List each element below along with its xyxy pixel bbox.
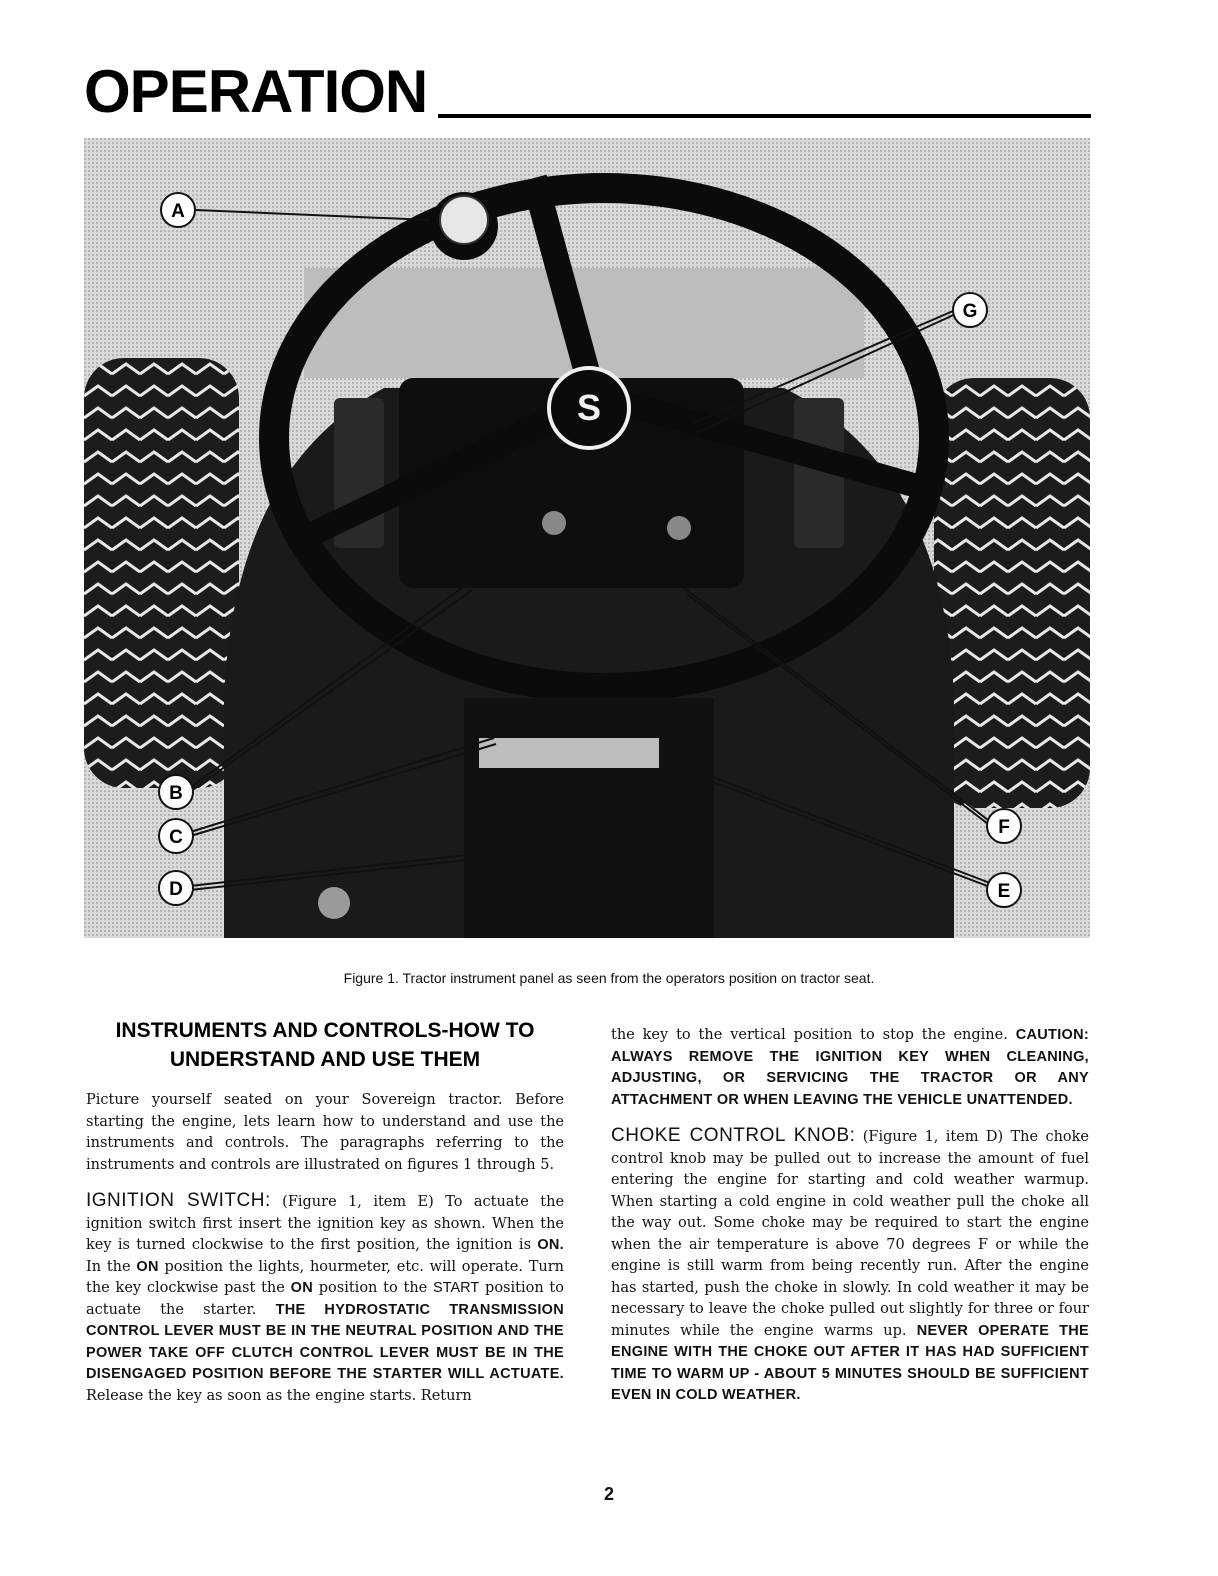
callout-d: [159, 871, 193, 905]
ignition-title: IGNITION SWITCH:: [86, 1190, 271, 1211]
callout-e-label: E: [997, 881, 1011, 902]
page-number: 2: [603, 1484, 614, 1504]
ignition-warning: THE HYDROSTATIC TRANSMISSION CONTROL LEVER MUST BE IN THE NEUTRAL POSITION AND THE POWER TAKE OFF CLUTCH CONTROL LEVER MUST BE IN THE DISENGAGED POSITION BEFORE THE STARTER WILL ACTUATE.: [86, 1301, 565, 1382]
svg-text:S: S: [576, 387, 602, 428]
ignition-text-2: In the: [86, 1258, 131, 1275]
frame-bar-shape: [479, 738, 659, 768]
callout-e: [987, 873, 1021, 907]
ignition-tail: Release the key as soon as the engine starts. Return: [86, 1387, 472, 1404]
caution-text: CAUTION: ALWAYS REMOVE THE IGNITION KEY WHEN CLEANING, ADJUSTING, OR SERVICING THE TRACTOR OR ANY ATTACHMENT OR WHEN LEAVING THE VEHICLE UNATTENDED.: [611, 1027, 1089, 1108]
right-column: [611, 1025, 1089, 1421]
choke-paragraph: [611, 1125, 1089, 1407]
ignition-on-1: ON.: [537, 1237, 564, 1253]
callout-a-label: A: [171, 201, 185, 222]
ignition-text-4: position to the: [318, 1280, 428, 1296]
choke-text: The choke control knob may be pulled out to increase the amount of fuel entering the engine for starting and cold weather warmup. When starting a cold engine in cold weather pull the choke all the way out. Some choke may be required to start the engine when the air temperature is above 70 degrees F or while the engine is still warm from being recently run. After the engine has started, push the choke in slowly. In cold weather it may be necessary to leave the choke pulled out slightly for three or four minutes while the engine warms up.: [611, 1129, 1090, 1339]
ignition-paragraph: [86, 1190, 564, 1407]
title-rule: [438, 114, 1091, 118]
figure-caption: Figure 1. Tractor instrument panel as seen from the operators position on tractor seat.: [343, 970, 875, 986]
callout-d-label: D: [169, 879, 183, 900]
column-shape: [464, 698, 714, 938]
callout-f: [987, 809, 1021, 843]
callout-c: [159, 819, 193, 853]
callout-g-label: G: [962, 301, 978, 322]
ignition-on-3: ON: [290, 1280, 313, 1296]
ignition-start: START: [433, 1280, 480, 1296]
continuation-text: the key to the vertical position to stop the engine.: [611, 1027, 1008, 1043]
callout-c-label: C: [169, 827, 183, 848]
hourmeter-face-shape: [440, 196, 488, 244]
choke-knob-shape: [542, 511, 566, 535]
left-column: [86, 1016, 564, 1421]
callout-f-label: F: [998, 817, 1010, 838]
ignition-ref: (Figure 1, item E): [282, 1194, 434, 1210]
left-tire-shape: [84, 358, 239, 788]
callout-g: [953, 293, 987, 327]
tractor-instrument-panel-photo: [84, 138, 1090, 938]
page-title: OPERATION: [84, 58, 428, 125]
choke-warning: NEVER OPERATE THE ENGINE WITH THE CHOKE OUT AFTER IT HAS HAD SUFFICIENT TIME TO WARM UP - ABOUT 5 MINUTES SHOULD BE SUFFICIENT EVEN IN COLD WEATHER.: [611, 1322, 1090, 1403]
section-heading-line2: UNDERSTAND AND USE THEM: [169, 1048, 481, 1071]
choke-title: CHOKE CONTROL KNOB:: [611, 1125, 856, 1146]
callout-b-label: B: [169, 783, 183, 804]
continuation-paragraph: [611, 1025, 1089, 1111]
ignition-text-1: To actuate the ignition switch first insert the ignition key as shown. When the key is turned clockwise to the first position, the ignition is: [86, 1194, 565, 1253]
hole-shape: [318, 887, 350, 919]
ignition-text-3: position the lights, hourmeter, etc. will operate. Turn the key clockwise past the: [86, 1258, 565, 1296]
tractor-panel-illustration: [84, 138, 1090, 938]
intro-paragraph: Picture yourself seated on your Sovereign tractor. Before starting the engine, lets learn how to understand and use the instruments and controls. The paragraphs referring to the instruments and controls are illustrated on figures 1 through 5.: [86, 1092, 564, 1173]
section-heading: [86, 1016, 564, 1074]
right-tire-shape: [934, 378, 1090, 808]
callout-b: [159, 775, 193, 809]
section-heading-line1: INSTRUMENTS AND CONTROLS-HOW TO: [115, 1019, 535, 1042]
ignition-on-2: ON: [136, 1258, 159, 1275]
callout-a: [161, 193, 195, 227]
ignition-text-5: position to actuate the starter.: [86, 1280, 564, 1318]
light-switch-shape: [667, 516, 691, 540]
choke-ref: (Figure 1, item D): [862, 1129, 1004, 1145]
